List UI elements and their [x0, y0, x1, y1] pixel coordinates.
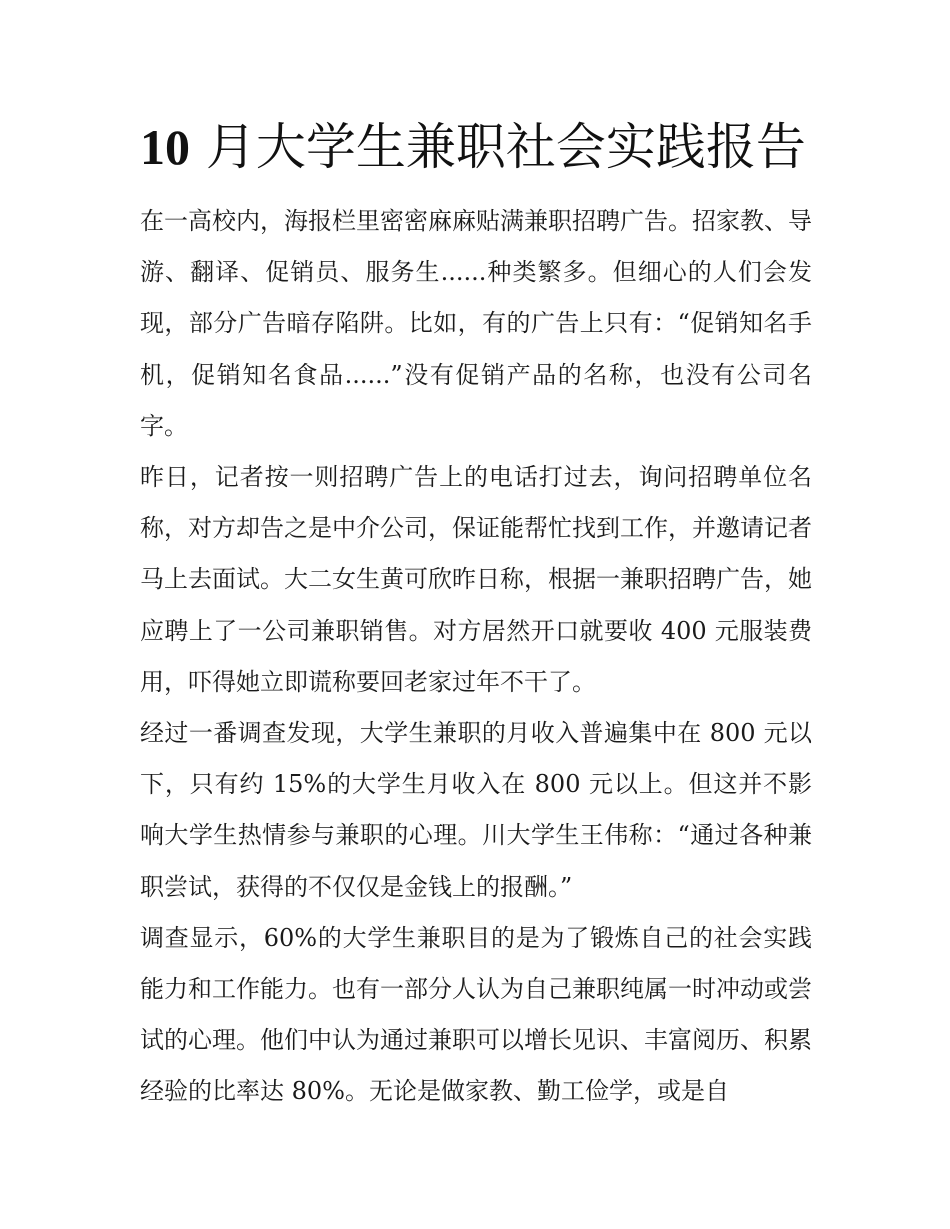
document-title — [140, 112, 840, 182]
paragraph: 在一高校内，海报栏里密密麻麻贴满兼职招聘广告。招家教、导游、翻译、促销员、服务生......种类繁多。但细心的人们会发现，部分广告暗存陷阱。比如，有的广告上只有：“促销知名手机，促销知名食品......”没有促销产品的名称，也没有公司名字。 — [140, 207, 812, 440]
title-number: 10 — [140, 119, 190, 175]
paragraph: 经过一番调查发现，大学生兼职的月收入普遍集中在 800 元以下，只有约 15%的大学生月收入在 800 元以上。但这并不影响大学生热情参与兼职的心理。川大学生王伟称：“通过各种兼职尝试，获得的不仅仅是金钱上的报酬。” — [140, 719, 812, 901]
document-body — [140, 196, 812, 1118]
paragraph: 昨日，记者按一则招聘广告上的电话打过去，询问招聘单位名称，对方却告之是中介公司，保证能帮忙找到工作，并邀请记者马上去面试。大二女生黄可欣昨日称，根据一兼职招聘广告，她应聘上了一公司兼职销售。对方居然开口就要收 400 元服装费用，吓得她立即谎称要回老家过年不干了。 — [140, 463, 812, 696]
title-text: 月大学生兼职社会实践报告 — [190, 118, 806, 176]
paragraph: 调查显示，60%的大学生兼职目的是为了锻炼自己的社会实践能力和工作能力。也有一部分人认为自己兼职纯属一时冲动或尝试的心理。他们中认为通过兼职可以增长见识、丰富阅历、积累经验的比率达 80%。无论是做家教、勤工俭学，或是自 — [140, 923, 812, 1106]
